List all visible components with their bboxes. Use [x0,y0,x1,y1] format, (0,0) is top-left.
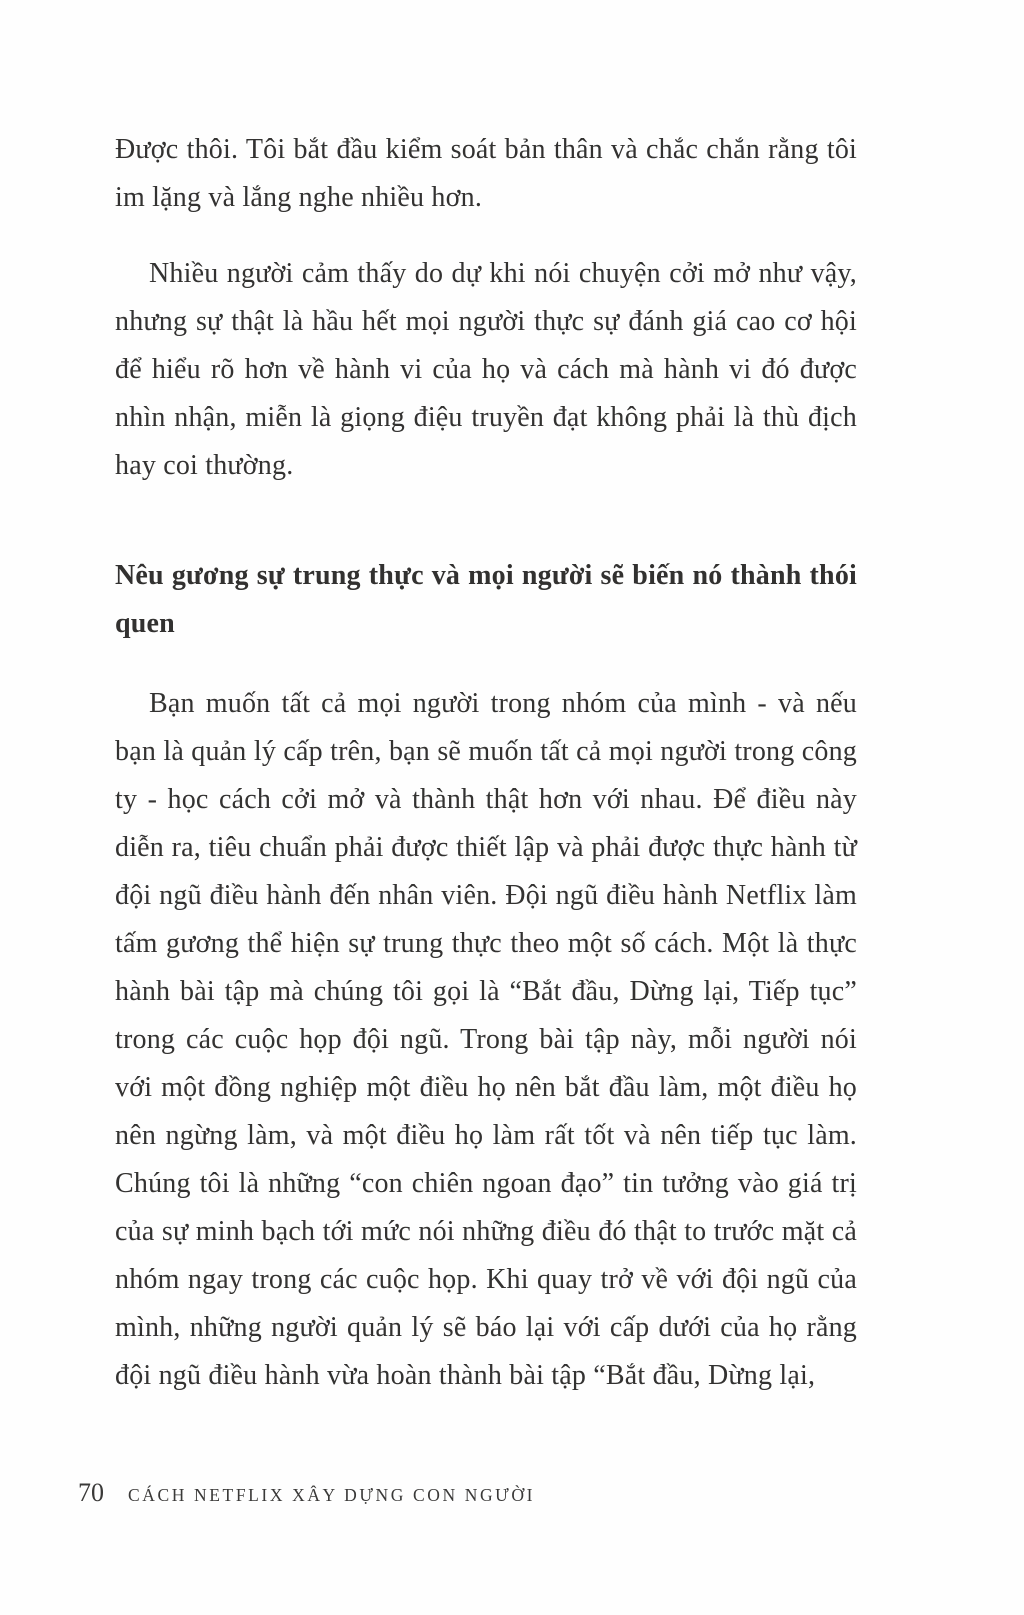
page-number: 70 [78,1478,104,1507]
page-content [115,126,857,1400]
paragraph: Bạn muốn tất cả mọi người trong nhóm của mình - và nếu bạn là quản lý cấp trên, bạn sẽ muốn tất cả mọi người trong công ty - học cách cởi mở và thành thật hơn với nhau. Để điều này diễn ra, tiêu chuẩn phải được thiết lập và phải được thực hành từ đội ngũ điều hành đến nhân viên. Đội ngũ điều hành Netflix làm tấm gương thể hiện sự trung thực theo một số cách. Một là thực hành bài tập mà chúng tôi gọi là “Bắt đầu, Dừng lại, Tiếp tục” trong các cuộc họp đội ngũ. Trong bài tập này, mỗi người nói với một đồng nghiệp một điều họ nên bắt đầu làm, một điều họ nên ngừng làm, và một điều họ làm rất tốt và nên tiếp tục làm. Chúng tôi là những “con chiên ngoan đạo” tin tưởng vào giá trị của sự minh bạch tới mức nói những điều đó thật to trước mặt cả nhóm ngay trong các cuộc họp. Khi quay trở về với đội ngũ của mình, những người quản lý sẽ báo lại với cấp dưới của họ rằng đội ngũ điều hành vừa hoàn thành bài tập “Bắt đầu, Dừng lại, [115,688,857,1391]
paragraph: Nhiều người cảm thấy do dự khi nói chuyện cởi mở như vậy, nhưng sự thật là hầu hết mọi người thực sự đánh giá cao cơ hội để hiểu rõ hơn về hành vi của họ và cách mà hành vi đó được nhìn nhận, miễn là giọng điệu truyền đạt không phải là thù địch hay coi thường. [115,258,857,481]
section-heading: Nêu gương sự trung thực và mọi người sẽ biến nó thành thói quen [115,560,857,639]
paragraph: Được thôi. Tôi bắt đầu kiểm soát bản thân và chắc chắn rằng tôi im lặng và lắng nghe nhiều hơn. [115,134,857,213]
page-footer [78,1478,535,1508]
running-title: CÁCH NETFLIX XÂY DỰNG CON NGƯỜI [128,1485,536,1505]
